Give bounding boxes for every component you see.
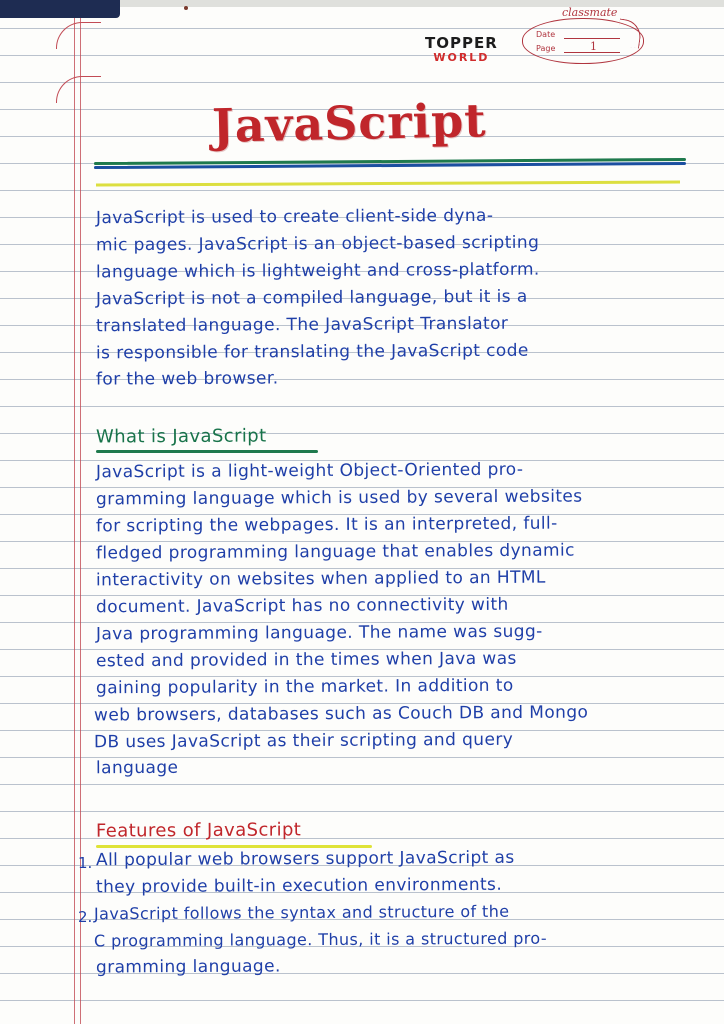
stamp-page-number: 1 [590, 40, 597, 53]
feature1-line-1: All popular web browsers support JavaScript as [95, 847, 515, 871]
stamp-brand-label: classmate [562, 6, 618, 19]
section1-line-1: JavaScript is a light-weight Object-Oriented pro- [95, 459, 524, 483]
section1-line-10: web browsers, databases such as Couch DB and Mongo [93, 702, 589, 726]
classmate-stamp [522, 6, 646, 64]
intro-line-5: translated language. The JavaScript Translator [95, 313, 509, 337]
stamp-page-label: Page [536, 44, 556, 53]
intro-line-4: JavaScript is not a compiled language, but it is a [95, 286, 528, 310]
section1-line-2: gramming language which is used by several websites [95, 486, 583, 510]
logo-text-topper: TOPPER [425, 34, 498, 52]
binding-strip [0, 0, 120, 18]
feature2-line-2: C programming language. Thus, it is a structured pro- [93, 928, 548, 951]
intro-line-6: is responsible for translating the JavaScript code [95, 340, 529, 364]
section-heading-underline-1 [96, 450, 318, 453]
stamp-date-line [564, 38, 620, 39]
intro-line-7: for the web browser. [95, 368, 279, 390]
stamp-date-label: Date [536, 30, 556, 39]
section1-line-11: DB uses JavaScript as their scripting and query [93, 729, 514, 753]
margin-line-outer [74, 0, 75, 1024]
logo-text-world: WORLD [433, 50, 490, 64]
feature1-line-2: they provide built-in execution environments. [95, 874, 503, 898]
paper-speck [184, 6, 188, 10]
section1-line-12: language [95, 757, 179, 779]
section-heading-underline-2 [96, 845, 372, 848]
intro-line-1: JavaScript is used to create client-side dyna- [95, 205, 494, 229]
section1-line-3: for scripting the webpages. It is an interpreted, full- [95, 513, 558, 537]
section1-line-7: Java programming language. The name was sugg- [95, 621, 543, 645]
section1-line-6: document. JavaScript has no connectivity with [95, 594, 509, 618]
stamp-swoosh-icon [616, 19, 643, 49]
section1-line-8: ested and provided in the times when Java was [95, 648, 517, 672]
section-heading-features-of-javascript: Features of JavaScript [95, 819, 302, 842]
list-number-1: 1. [78, 854, 93, 872]
section-heading-what-is-javascript: What is JavaScript [95, 425, 267, 448]
section1-line-5: interactivity on websites when applied to an HTML [95, 567, 546, 591]
list-number-2: 2. [78, 908, 93, 926]
topper-world-logo [425, 36, 498, 63]
feature2-line-3: gramming language. [95, 956, 281, 978]
intro-line-3: language which is lightweight and cross-platform. [95, 259, 540, 283]
intro-line-2: mic pages. JavaScript is an object-based scripting [95, 232, 540, 256]
section1-line-4: fledged programming language that enables dynamic [95, 540, 575, 564]
page-title: JavaScript [211, 93, 488, 153]
section1-line-9: gaining popularity in the market. In addition to [95, 675, 514, 699]
feature2-line-1: JavaScript follows the syntax and structure of the [93, 901, 510, 924]
